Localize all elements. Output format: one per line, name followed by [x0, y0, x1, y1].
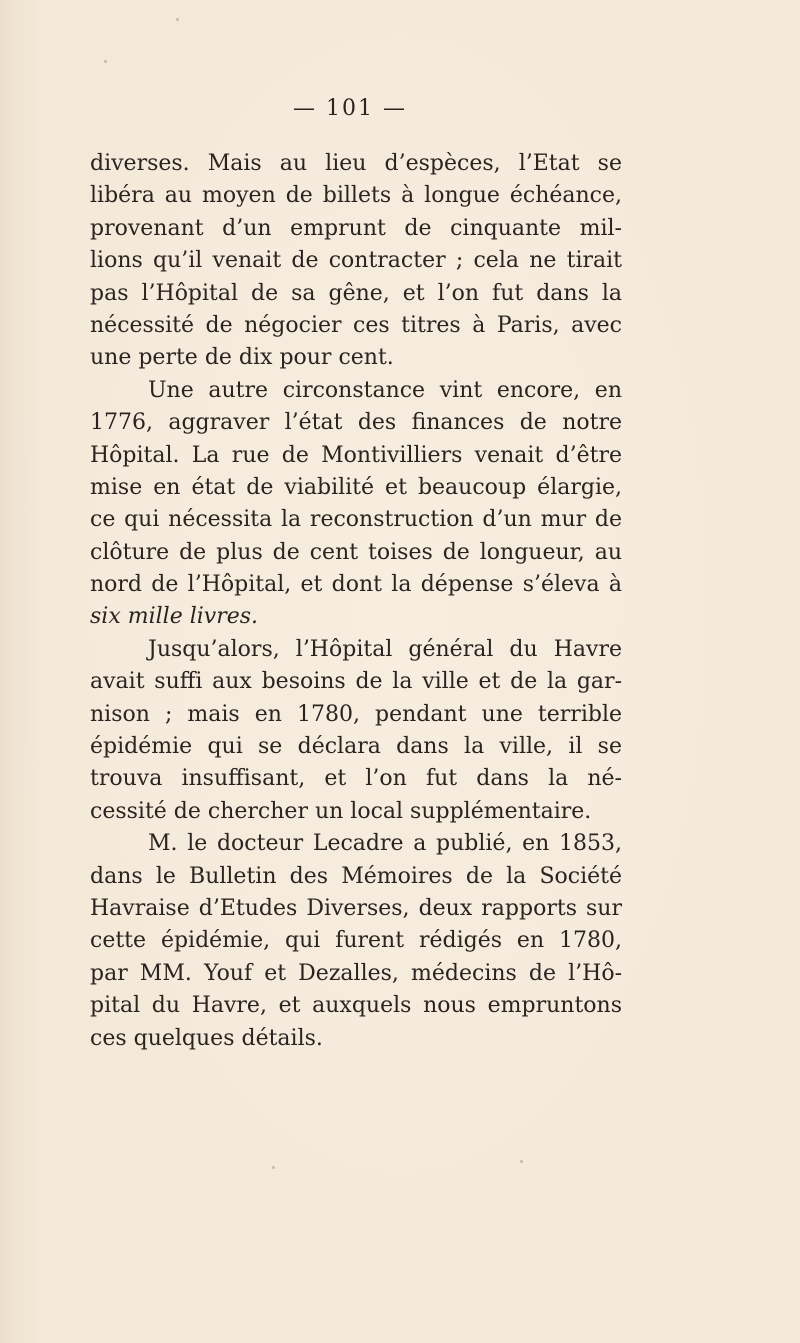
text-line: six mille livres.	[90, 604, 259, 630]
text-line: pital du Havre, et auxquels nous empruntons	[90, 993, 622, 1019]
text-line: épidémie qui se déclara dans la ville, il se	[90, 734, 622, 760]
paragraph	[90, 828, 622, 1055]
paper-speck	[104, 60, 107, 63]
text-line: Hôpital. La rue de Montivilliers venait d’être	[90, 442, 622, 468]
text-line: cette épidémie, qui furent rédigés en 1780,	[90, 928, 622, 954]
text-line: par MM. Youf et Dezalles, médecins de l’Hô-	[90, 960, 622, 986]
paragraph	[90, 148, 622, 375]
paper-speck	[520, 1160, 523, 1163]
text-line: libéra au moyen de billets à longue échéance,	[90, 183, 622, 209]
text-line: Une autre circonstance vint encore, en	[148, 377, 622, 403]
page-number: — 101 —	[293, 96, 407, 121]
text-line: ce qui nécessita la reconstruction d’un mur de	[90, 507, 622, 533]
text-line: une perte de dix pour cent.	[90, 345, 394, 371]
text-line: diverses. Mais au lieu d’espèces, l’Etat se	[90, 151, 622, 176]
text-line: trouva insuffisant, et l’on fut dans la né-	[90, 766, 622, 792]
text-line: Havraise d’Etudes Diverses, deux rapports sur	[90, 895, 622, 921]
text-line: nord de l’Hôpital, et dont la dépense s’éleva à	[90, 572, 622, 598]
text-line: 1776, aggraver l’état des finances de notre	[90, 410, 622, 436]
text-line: dans le Bulletin des Mémoires de la Société	[90, 863, 622, 889]
paragraph	[90, 375, 622, 634]
text-line: cessité de chercher un local supplémentaire.	[90, 798, 592, 824]
text-line: ces quelques détails.	[90, 1025, 323, 1051]
body-text	[90, 148, 622, 1055]
text-line: pas l’Hôpital de sa gêne, et l’on fut dans la	[90, 280, 622, 306]
paper-speck	[272, 1166, 275, 1169]
text-line: mise en état de viabilité et beaucoup élargie,	[90, 474, 622, 500]
text-line: M. le docteur Lecadre a publié, en 1853,	[148, 831, 622, 857]
paragraph	[90, 634, 622, 828]
paper-speck	[176, 18, 179, 21]
text-line: clôture de plus de cent toises de longueur, au	[90, 539, 622, 565]
text-line: nison ; mais en 1780, pendant une terrible	[90, 701, 622, 727]
text-line: provenant d’un emprunt de cinquante mil-	[90, 215, 622, 241]
text-line: avait suffi aux besoins de la ville et de la gar-	[90, 669, 622, 695]
text-line: nécessité de négocier ces titres à Paris, avec	[90, 312, 622, 338]
text-line: lions qu’il venait de contracter ; cela ne tirait	[90, 248, 622, 274]
text-line: Jusqu’alors, l’Hôpital général du Havre	[148, 636, 622, 662]
